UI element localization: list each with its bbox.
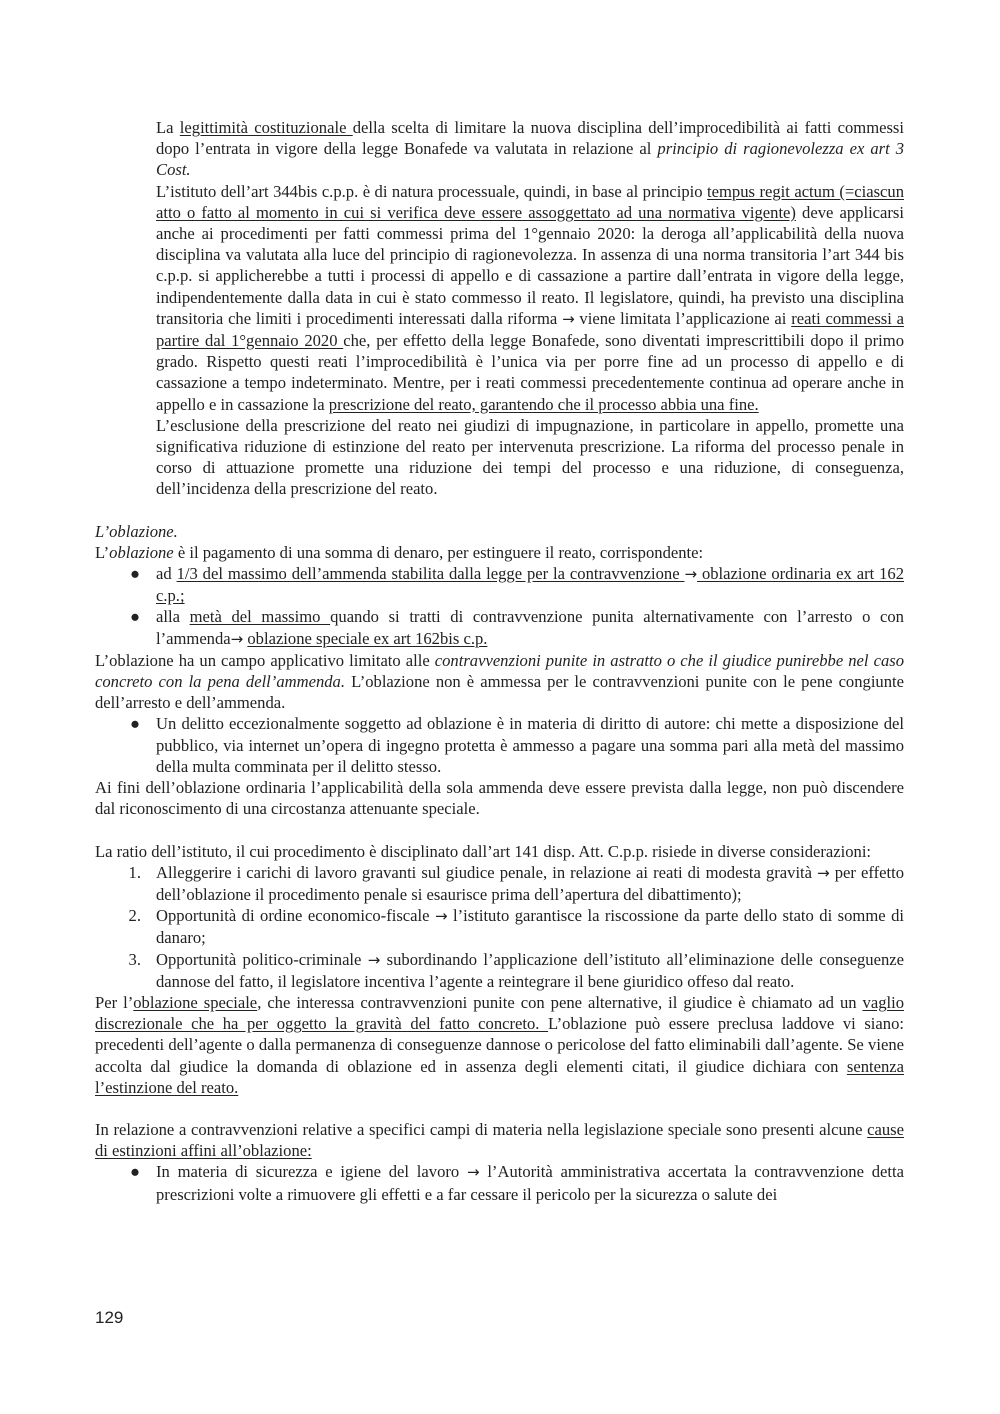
underlined-text: vaglio discrezionale che ha per oggetto la gravità del fatto concreto.: [95, 992, 905, 1034]
list-number: 3.: [128, 949, 141, 969]
text-run: alla: [156, 607, 190, 627]
bullet-icon: ●: [129, 564, 141, 584]
underlined-text: oblazione speciale ex art 162bis c.p.: [247, 628, 488, 648]
italic-text: oblazione: [109, 542, 174, 562]
text-run: L’oblazione ha un campo applicativo limitato alle: [95, 650, 435, 670]
text-run: L’istituto dell’art 344bis c.p.p. è di natura processuale, quindi, in base al principio: [156, 181, 708, 201]
text-run: In relazione a contravvenzioni relative a specifici campi di materia nella legislazione speciale sono presenti alcune: [95, 1119, 868, 1139]
list-item: [95, 563, 904, 606]
arrow-icon: →: [230, 629, 244, 648]
text-run: viene limitata l’applicazione ai: [574, 308, 792, 328]
arrow-icon: →: [817, 863, 830, 882]
paragraph-esclusione-prescrizione: L’esclusione della prescrizione del reato nei giudizi di impugnazione, in particolare in appello, promette una significativa riduzione di estinzione del reato per intervenuta prescrizione. La riforma del processo penale in corso di attuazione promette una riduzione dei tempi del processo e una riduzione, di conseguenza, dell’incidenza della prescrizione del reato.: [156, 415, 904, 499]
underlined-text: oblazione speciale: [133, 992, 258, 1012]
bullet-icon: ●: [129, 607, 141, 627]
list-item: [95, 1161, 904, 1204]
paragraph-oblazione-definizione: [95, 542, 904, 563]
underlined-text: legittimità costituzionale: [179, 118, 353, 137]
arrow-icon: →: [684, 565, 698, 584]
paragraph-istituto-344bis: [156, 181, 904, 415]
list-item: [95, 606, 904, 649]
paragraph-ai-fini: Ai fini dell’oblazione ordinaria l’applicabilità della sola ammenda deve essere prevista dalla legge, non può discendere dal riconoscimento di una circostanza attenuante speciale.: [95, 778, 904, 819]
text-run: L’oblazione non è ammessa per le contravvenzioni punite con le pene congiunte dell’arresto e dell’ammenda.: [95, 672, 905, 713]
underlined-text: cause di estinzioni affini all’oblazione:: [95, 1119, 904, 1161]
text-run: deve applicarsi anche ai procedimenti per fatti commessi prima del 1°gennaio 2020: la deroga all’applicabilità della nuova disciplina va valutata alla luce del principio di ragionevolezza. In assenza di una norma transitoria l’art 344 bis c.p.p. si applicherebbe a tutti i processi di appello e di cassazione a partire dall’entrata in vigore della legge, indipendentemente dalla data in cui è stato commesso il reato. Il legislatore, quindi, ha previsto una disciplina transitoria che limiti i procedimenti interessati dalla riforma: [156, 202, 904, 328]
page-number: 129: [95, 1308, 124, 1327]
text-run: l’Autorità amministrativa accertata la contravvenzione detta prescrizioni volte a rimuovere gli effetti e a far cessare il pericolo per la sicurezza o salute dei: [156, 1162, 904, 1204]
text-run: Per l’: [95, 992, 134, 1012]
list-item: [95, 713, 904, 777]
bullet-icon: ●: [129, 714, 141, 734]
paragraph-campo-applicativo: [95, 650, 904, 714]
intro-section: [156, 117, 904, 500]
arrow-icon: →: [434, 907, 448, 926]
text-run: Opportunità di ordine economico-fiscale: [156, 906, 435, 926]
paragraph-ratio-intro: La ratio dell’istituto, il cui procedimento è disciplinato dall’art 141 disp. Att. C.p.p. risiede in diverse considerazioni:: [95, 841, 872, 861]
bullet-icon: ●: [129, 1162, 141, 1182]
text-run: è il pagamento di una somma di denaro, per estinguere il reato, corrispondente:: [173, 542, 704, 562]
text-run: Alleggerire i carichi di lavoro gravanti sul giudice penale, in relazione ai reati di modesta gravità: [156, 862, 818, 882]
list-item: [95, 949, 904, 992]
document-body: [95, 117, 904, 1205]
text-run: che, per effetto della legge Bonafede, sono diventati imprescrittibili dopo il primo grado. Rispetto questi reati l’improcedibilità è l’unica via per porre fine ad un processo di appello e di cassazione a tempo indeterminato. Mentre, per i reati commessi precedentemente continua ad operare anche in appello e in cassazione la: [156, 331, 904, 414]
text-run: ad: [156, 564, 177, 584]
list-number: 1.: [128, 862, 141, 882]
text-run: In materia di sicurezza e igiene del lavoro: [156, 1162, 467, 1182]
arrow-icon: →: [562, 309, 575, 328]
underlined-text: 1/3 del massimo dell’ammenda stabilita dalla legge per la contravvenzione: [176, 564, 685, 584]
underlined-text: metà del massimo: [189, 607, 331, 627]
underlined-text: sentenza l’estinzione del reato.: [95, 1056, 904, 1097]
list-number: 2.: [128, 906, 141, 926]
text-run: La: [156, 118, 180, 137]
text-run: subordinando l’applicazione dell’istituto all’eliminazione delle conseguenze dannose del fatto, il legislatore incentiva l’agente a reintegrare il bene giuridico offeso dal reato.: [156, 949, 904, 991]
text-run: l’istituto garantisce la riscossione da parte dello stato di somme di danaro;: [156, 906, 904, 948]
text-run: , che interessa contravvenzioni punite con pene alternative, il giudice è chiamato ad un: [257, 992, 863, 1012]
arrow-icon: →: [466, 1163, 480, 1182]
text-run: quando si tratti di contravvenzione punita alternativamente con l’arresto o con l’ammenda: [156, 607, 904, 648]
underlined-text: oblazione ordinaria ex art 162 c.p.;: [156, 564, 904, 606]
text-run: per effetto dell’oblazione il procedimento penale si esaurisce prima dell’apertura del dibattimento);: [156, 862, 905, 904]
text-run: Opportunità politico-criminale: [156, 949, 368, 969]
text-run: della scelta di limitare la nuova disciplina dell’improcedibilità ai fatti commessi dopo l’entrata in vigore della legge Bonafede va valutata in relazione al: [156, 118, 904, 159]
paragraph-cause-estinzione: [95, 1119, 904, 1161]
underlined-text: reati commessi a partire dal 1°gennaio 2020: [156, 308, 905, 351]
paragraph-legittimita: [156, 117, 904, 181]
underlined-text: tempus regit actum (=ciascun atto o fatto al momento in cui si verifica deve essere assoggettato ad una normativa vigente): [156, 181, 904, 222]
arrow-icon: →: [367, 950, 381, 969]
list-item: [95, 905, 904, 948]
text-run: L’oblazione può essere preclusa laddove vi siano: precedenti dell’agente o dalla permanenza di conseguenze dannose o pericolose del fatto eliminabili dall’agente. Se viene accolta dal giudice la domanda di oblazione ed in assenza degli elementi citati, il giudice dichiara con: [95, 1014, 904, 1076]
italic-text: principio di ragionevolezza ex art 3 Cost.: [156, 139, 904, 180]
text-run: L’: [95, 542, 110, 562]
text-run: Un delitto eccezionalmente soggetto ad oblazione è in materia di diritto di autore: chi mette a disposizione del pubblico, via internet un’opera di ingegno protetta è ammesso a pagare una somma pari alla metà del massimo della multa comminata per il delitto stesso.: [156, 714, 904, 776]
paragraph-oblazione-speciale: [95, 992, 904, 1098]
italic-text: contravvenzioni punite in astratto o che il giudice punirebbe nel caso concreto con la pena dell’ammenda.: [95, 650, 904, 692]
section-heading-oblazione: L’oblazione.: [95, 521, 178, 541]
underlined-text: prescrizione del reato, garantendo che il processo abbia una fine.: [328, 394, 759, 414]
list-item: [95, 862, 904, 905]
